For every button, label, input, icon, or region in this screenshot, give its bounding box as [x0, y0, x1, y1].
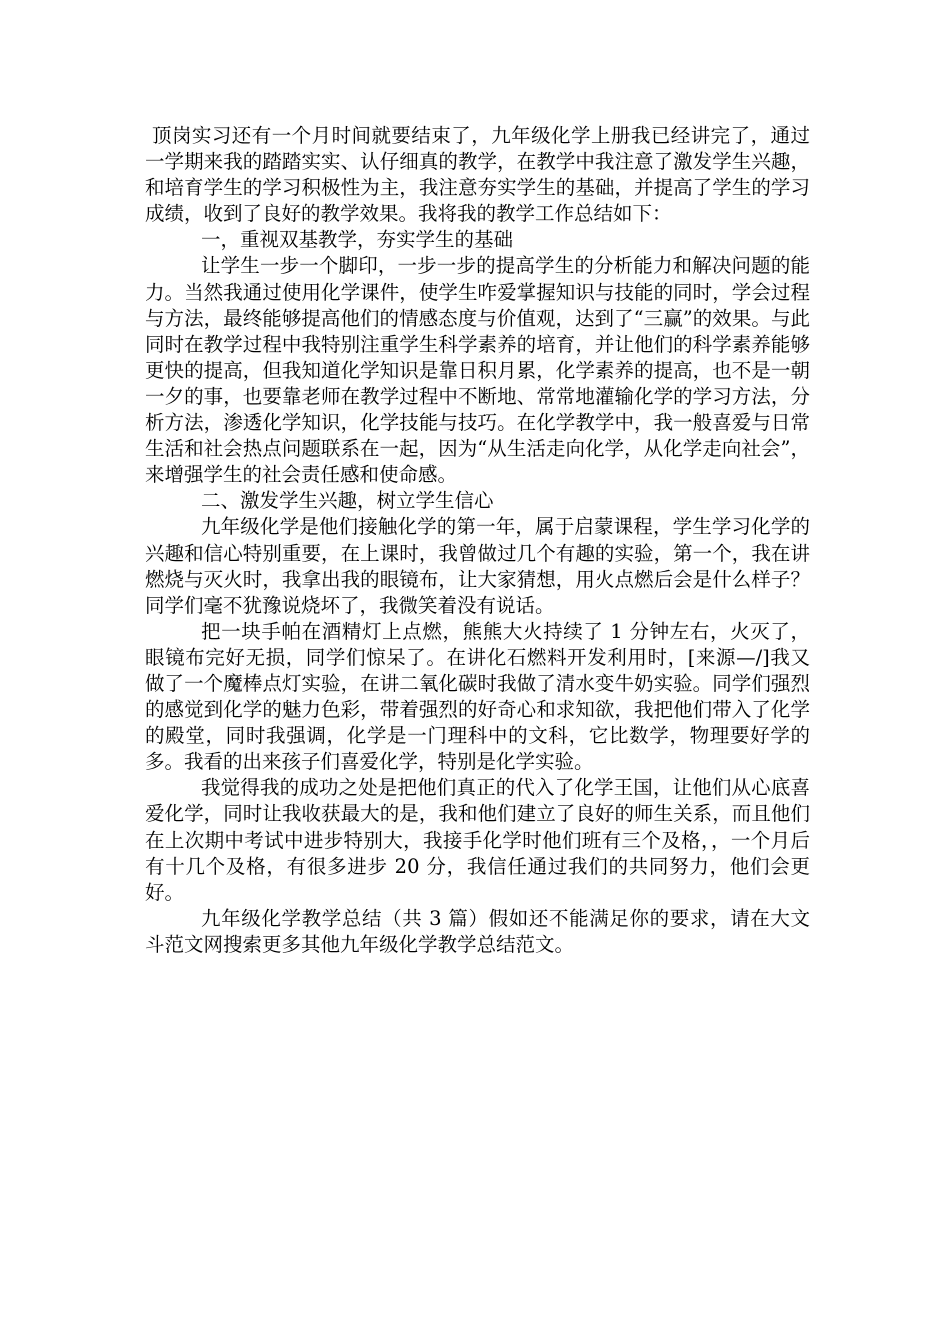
section-heading-1: 一，重视双基教学，夯实学生的基础 — [201, 228, 514, 252]
section-heading-2: 二、激发学生兴趣，树立学生信心 — [201, 489, 494, 513]
section-2-paragraph-1: 九年级化学是他们接触化学的第一年，属于启蒙课程，学生学习化学的兴趣和信心特别重要，在上课时，我曾做过几个有趣的实验，第一个，我在讲燃烧与灭火时，我拿出我的眼镜布，让大家猜想，用火点燃后会是什么样子？同学们毫不犹豫说烧坏了，我微笑着没有说话。 — [145, 515, 810, 617]
section-1-paragraph: 让学生一步一个脚印，一步一步的提高学生的分析能力和解决问题的能力。当然我通过使用化学课件，使学生咋爱掌握知识与技能的同时，学会过程与方法，最终能够提高他们的情感态度与价值观，达到了“三赢”的效果。与此同时在教学过程中我特别注重学生科学素养的培育，并让他们的科学素养能够更快的提高，但我知道化学知识是靠日积月累，化学素养的提高，也不是一朝一夕的事，也要靠老师在教学过程中不断地、常常地灌输化学的学习方法，分析方法，渗透化学知识，化学技能与技巧。在化学教学中，我一般喜爱与日常生活和社会热点问题联系在一起，因为“从生活走向化学，从化学走向社会”，来增强学生的社会责任感和使命感。 — [145, 254, 810, 487]
document-body — [145, 123, 810, 958]
section-2-paragraph-2: 把一块手帕在酒精灯上点燃，熊熊大火持续了 1 分钟左右，火灭了，眼镜布完好无损，同学们惊呆了。在讲化石燃料开发利用时，[来源—/]我又做了一个魔棒点灯实验，在讲二氧化碳时我做了清水变牛奶实验。同学们强烈的感觉到化学的魅力色彩，带着强烈的好奇心和求知欲，我把他们带入了化学的殿堂，同时我强调，化学是一门理科中的文科，它比数学，物理要好学的多。我看的出来孩子们喜爱化学，特别是化学实验。 — [145, 619, 810, 774]
intro-paragraph: 顶岗实习还有一个月时间就要结束了，九年级化学上册我已经讲完了，通过一学期来我的踏踏实实、认仔细真的教学，在教学中我注意了激发学生兴趣，和培育学生的学习积极性为主，我注意夯实学生的基础，并提高了学生的学习成绩，收到了良好的教学效果。我将我的教学工作总结如下： — [145, 124, 810, 226]
section-2-paragraph-3: 我觉得我的成功之处是把他们真正的代入了化学王国，让他们从心底喜爱化学，同时让我收获最大的是，我和他们建立了良好的师生关系，而且他们在上次期中考试中进步特别大，我接手化学时他们班有三个及格，，一个月后有十几个及格，有很多进步 20 分，我信任通过我们的共同努力，他们会更好。 — [145, 776, 810, 904]
closing-paragraph: 九年级化学教学总结（共 3 篇）假如还不能满足你的要求，请在大文斗范文网搜索更多其他九年级化学教学总结范文。 — [145, 906, 810, 956]
